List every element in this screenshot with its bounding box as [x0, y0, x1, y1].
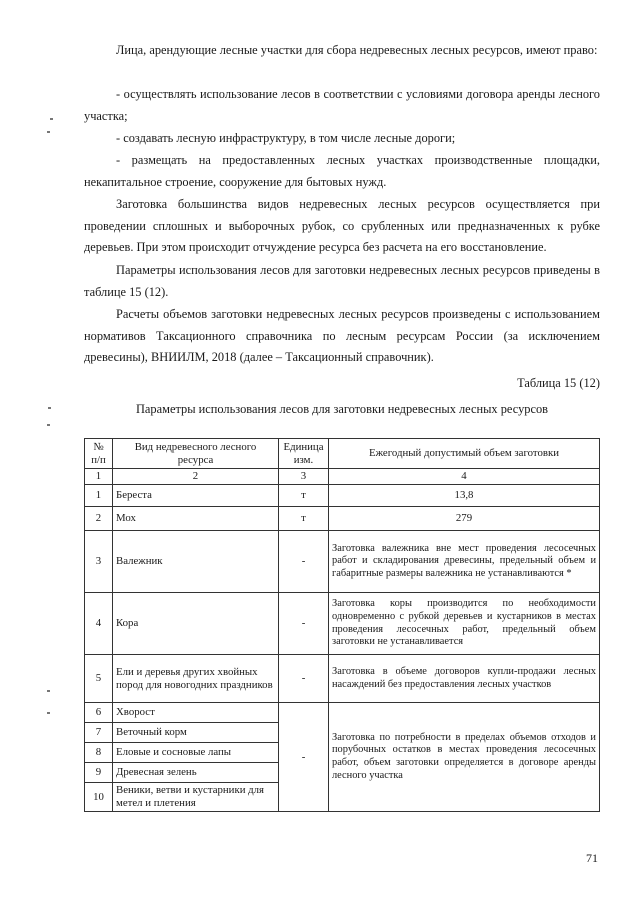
unit-cell: -	[279, 531, 329, 593]
col-number-1: 1	[85, 469, 113, 485]
row-number: 10	[85, 783, 113, 812]
resource-name: Валежник	[113, 531, 279, 593]
unit-cell: т	[279, 485, 329, 507]
row-number: 3	[85, 531, 113, 593]
row-number: 7	[85, 723, 113, 743]
row-number: 6	[85, 703, 113, 723]
volume-cell: 279	[329, 507, 600, 531]
table-row	[85, 531, 600, 593]
unit-cell: -	[279, 655, 329, 703]
table-caption: Параметры использования лесов для заготовки недревесных лесных ресурсов	[135, 402, 549, 416]
resource-name: Еловые и сосновые лапы	[113, 743, 279, 763]
scan-speck	[47, 712, 50, 714]
scan-speck	[47, 424, 50, 426]
resource-name: Древесная зелень	[113, 763, 279, 783]
volume-cell: Заготовка коры производится по необходимости одновременно с рубкой деревьев и кустарников в местах проведения лесосечных работ, предельный объем заготовки не устанавливается	[329, 593, 600, 655]
paragraph-2: - осуществлять использование лесов в соответствии с условиями договора аренды лесного участка;	[84, 87, 600, 123]
paragraph-7: Расчеты объемов заготовки недревесных лесных ресурсов произведены с использованием нормативов Таксационного справочника по лесным ресурсам России (за исключением древесины), ВНИИЛМ, 2018 (далее – Таксационный справочник).	[84, 307, 600, 365]
table-header-row	[85, 439, 600, 469]
table-row	[85, 593, 600, 655]
unit-cell: т	[279, 507, 329, 531]
row-number: 9	[85, 763, 113, 783]
col-number-4: 4	[329, 469, 600, 485]
paragraph-3: - создавать лесную инфраструктуру, в том числе лесные дороги;	[116, 131, 456, 145]
page-number: 71	[586, 851, 598, 865]
scan-speck	[47, 690, 50, 692]
table-row	[85, 655, 600, 703]
row-number: 2	[85, 507, 113, 531]
resource-name: Ели и деревья других хвойных пород для новогодних праздников	[113, 655, 279, 703]
paragraph-4: - размещать на предоставленных лесных участках производственные площадки, некапитальное строение, сооружение для бытовых нужд.	[84, 153, 600, 189]
paragraph-6: Параметры использования лесов для заготовки недревесных лесных ресурсов приведены в таблице 15 (12).	[84, 263, 600, 299]
column-number-row	[85, 469, 600, 485]
row-number: 8	[85, 743, 113, 763]
col-number-2: 2	[113, 469, 279, 485]
header-number: № п/п	[85, 439, 113, 469]
scan-speck	[47, 131, 50, 133]
resource-name: Веники, ветви и кустарники для метел и плетения	[113, 783, 279, 812]
resource-name: Веточный корм	[113, 723, 279, 743]
row-number: 4	[85, 593, 113, 655]
resource-name: Кора	[113, 593, 279, 655]
col-number-3: 3	[279, 469, 329, 485]
scan-speck	[48, 407, 51, 409]
group-volume-cell: Заготовка по потребности в пределах объемов отходов и порубочных остатков в местах проведения лесосечных работ, объем заготовки определяется в договоре аренды лесного участка	[329, 703, 600, 812]
volume-cell: Заготовка в объеме договоров купли-продажи лесных насаждений без предоставления лесных участков	[329, 655, 600, 703]
paragraph-5: Заготовка большинства видов недревесных лесных ресурсов осуществляется при проведении сплошных и выборочных рубок, со срубленных или предназначенных к рубке деревьев. При этом происходит отчуждение ресурса без расчета на его восстановление.	[84, 197, 600, 255]
volume-cell: Заготовка валежника вне мест проведения лесосечных работ и складирования древесины, предельный объем и габаритные размеры валежника не устанавливаются *	[329, 531, 600, 593]
header-resource: Вид недревесного лесного ресурса	[113, 439, 279, 469]
table-row	[85, 507, 600, 531]
resources-table	[84, 438, 600, 812]
group-unit-cell: -	[279, 703, 329, 812]
resource-name: Мох	[113, 507, 279, 531]
header-volume: Ежегодный допустимый объем заготовки	[329, 439, 600, 469]
row-number: 5	[85, 655, 113, 703]
table-label: Таблица 15 (12)	[517, 376, 600, 390]
table-row	[85, 485, 600, 507]
header-unit: Единица изм.	[279, 439, 329, 469]
scan-speck	[50, 118, 53, 120]
table-row	[85, 703, 600, 723]
resource-name: Береста	[113, 485, 279, 507]
row-number: 1	[85, 485, 113, 507]
resource-name: Хворост	[113, 703, 279, 723]
unit-cell: -	[279, 593, 329, 655]
paragraph-1: Лица, арендующие лесные участки для сбора недревесных лесных ресурсов, имеют право:	[116, 43, 598, 57]
volume-cell: 13,8	[329, 485, 600, 507]
